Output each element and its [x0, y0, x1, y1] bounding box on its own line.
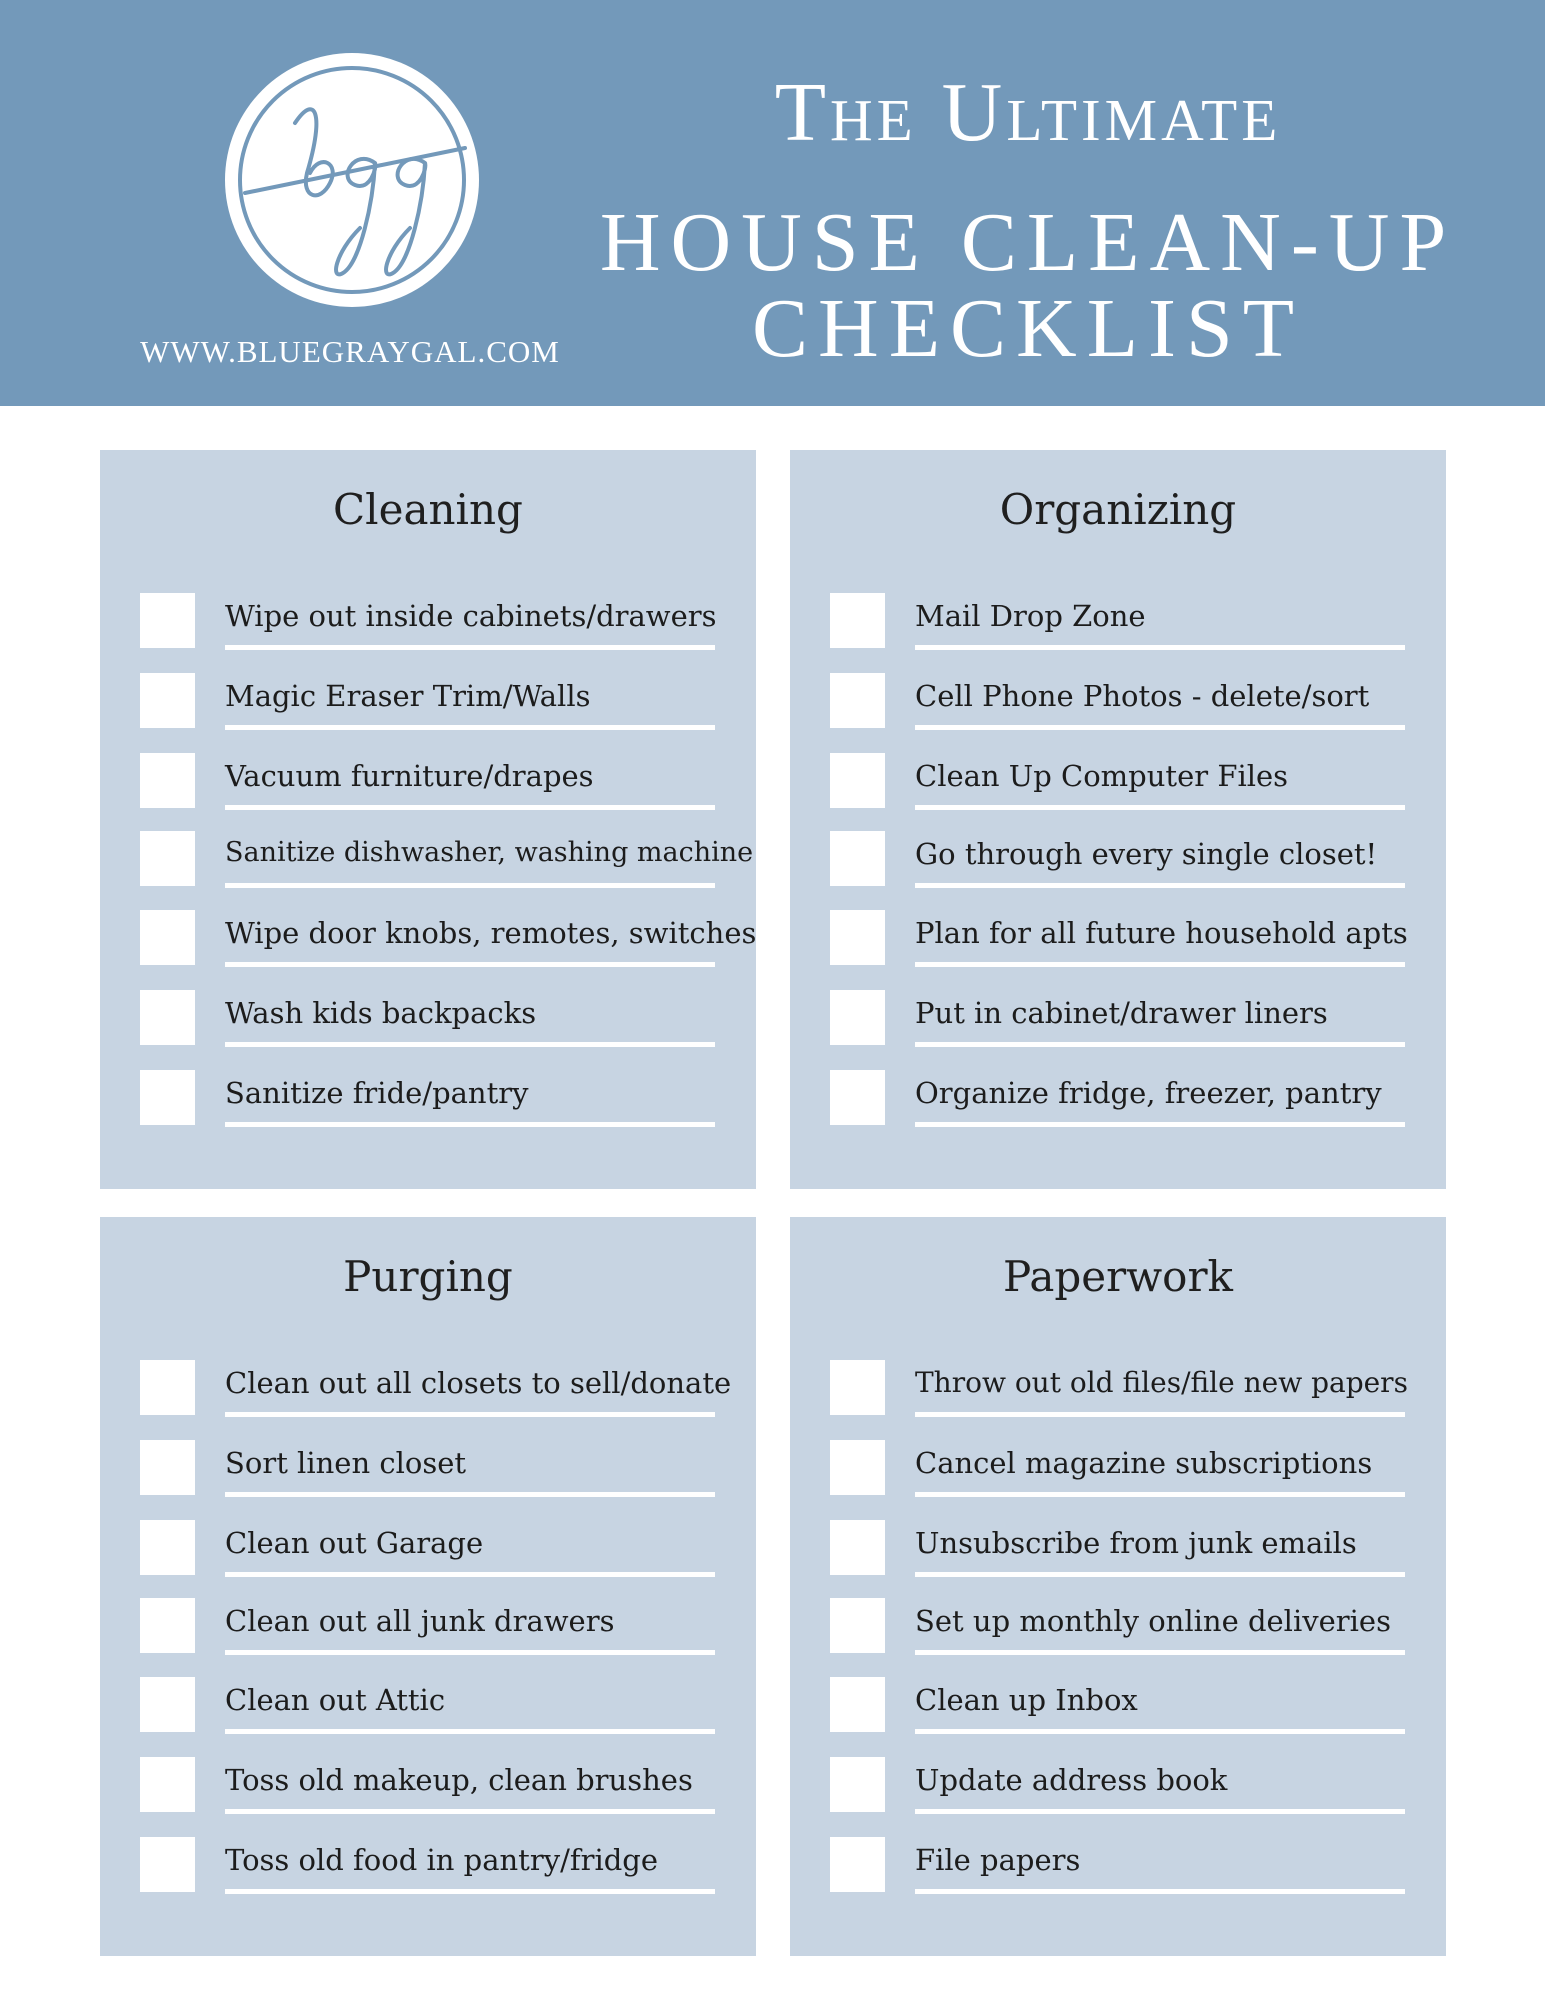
checkbox[interactable]: [830, 910, 885, 965]
checklist-item: [140, 1360, 740, 1416]
item-label: Go through every single closet!: [915, 837, 1378, 871]
item-label: Toss old food in pantry/fridge: [225, 1843, 659, 1877]
write-line: [915, 962, 1405, 967]
checkbox[interactable]: [140, 990, 195, 1045]
item-label: Organize fridge, freezer, pantry: [915, 1076, 1382, 1110]
checkbox[interactable]: [830, 1598, 885, 1653]
checkbox[interactable]: [830, 1070, 885, 1125]
section-cleaning: [100, 450, 756, 1189]
checklist-item: [140, 1757, 740, 1813]
write-line: [225, 1650, 715, 1655]
checkbox[interactable]: [830, 1360, 885, 1415]
checklist-item: [830, 1757, 1430, 1813]
checklist-item: [140, 1440, 740, 1496]
item-label: Clean out all junk drawers: [225, 1604, 615, 1638]
checkbox[interactable]: [830, 593, 885, 648]
item-label: Sort linen closet: [225, 1446, 467, 1480]
write-line: [225, 1492, 715, 1497]
checkbox[interactable]: [140, 910, 195, 965]
title-line-2: HOUSE CLEAN-UP: [599, 196, 1457, 289]
checklist-item: [140, 1520, 740, 1576]
checklist-item: [140, 1598, 740, 1654]
item-label: Cancel magazine subscriptions: [915, 1446, 1373, 1480]
write-line: [915, 1809, 1405, 1814]
write-line: [915, 1042, 1405, 1047]
write-line: [915, 1122, 1405, 1127]
item-label: Unsubscribe from junk emails: [915, 1526, 1357, 1560]
checkbox[interactable]: [830, 1677, 885, 1732]
header-banner: [0, 0, 1545, 406]
write-line: [915, 725, 1405, 730]
checklist-item: [830, 1677, 1430, 1733]
website-url: WWW.BLUEGRAYGAL.COM: [140, 334, 560, 369]
checkbox[interactable]: [140, 1440, 195, 1495]
title-line-1: The Ultimate: [774, 66, 1282, 159]
checklist-item: [830, 831, 1430, 887]
item-label: Plan for all future household apts: [915, 916, 1408, 950]
checkbox[interactable]: [140, 753, 195, 808]
section-title: Cleaning: [333, 485, 523, 534]
item-label: Set up monthly online deliveries: [915, 1604, 1391, 1638]
checklist-item: [830, 593, 1430, 649]
checkbox[interactable]: [830, 1837, 885, 1892]
checkbox[interactable]: [140, 1070, 195, 1125]
checklist-item: [830, 1440, 1430, 1496]
checklist-item: [140, 1677, 740, 1733]
checkbox[interactable]: [830, 1520, 885, 1575]
write-line: [225, 1122, 715, 1127]
item-label: Clean out Attic: [225, 1683, 446, 1717]
checkbox[interactable]: [140, 593, 195, 648]
write-line: [915, 1889, 1405, 1894]
write-line: [225, 1729, 715, 1734]
checklist-item: [140, 753, 740, 809]
checkbox[interactable]: [140, 1837, 195, 1892]
checklist-item: [140, 910, 757, 966]
checkbox[interactable]: [830, 673, 885, 728]
section-organizing: [790, 450, 1446, 1189]
checklist-item: [140, 673, 740, 729]
write-line: [915, 1492, 1405, 1497]
checklist-item: [140, 990, 740, 1046]
item-label: Sanitize fride/pantry: [225, 1076, 529, 1110]
item-label: Clean Up Computer Files: [915, 759, 1289, 793]
checkbox[interactable]: [140, 1677, 195, 1732]
bgg-logo: [225, 53, 479, 307]
checkbox[interactable]: [140, 1598, 195, 1653]
checklist-item: [830, 990, 1430, 1046]
section-paperwork: [790, 1217, 1446, 1956]
write-line: [915, 883, 1405, 888]
item-label: Mail Drop Zone: [915, 599, 1146, 633]
item-label: Clean up Inbox: [915, 1683, 1138, 1717]
write-line: [915, 1729, 1405, 1734]
checkbox[interactable]: [140, 831, 195, 886]
checklist-item: [830, 753, 1430, 809]
write-line: [225, 725, 715, 730]
item-label: Clean out Garage: [225, 1526, 484, 1560]
item-label: Toss old makeup, clean brushes: [225, 1763, 693, 1797]
item-label: Sanitize dishwasher, washing machine: [225, 837, 754, 868]
checkbox[interactable]: [140, 1757, 195, 1812]
write-line: [225, 1809, 715, 1814]
checklist-item: [830, 1520, 1430, 1576]
write-line: [225, 1042, 715, 1047]
item-label: Throw out old files/file new papers: [915, 1366, 1408, 1399]
write-line: [915, 805, 1405, 810]
write-line: [225, 1889, 715, 1894]
item-label: File papers: [915, 1843, 1081, 1877]
item-label: Wipe out inside cabinets/drawers: [225, 599, 717, 633]
checklist-item: [140, 831, 754, 887]
checklist-item: [830, 910, 1430, 966]
checklist-item: [140, 593, 740, 649]
write-line: [915, 1572, 1405, 1577]
checklist-item: [140, 1837, 740, 1893]
section-title: Organizing: [999, 485, 1237, 534]
write-line: [225, 805, 715, 810]
item-label: Put in cabinet/drawer liners: [915, 996, 1328, 1030]
write-line: [915, 1412, 1405, 1417]
checklist-item: [830, 1360, 1430, 1416]
checklist-item: [830, 1598, 1430, 1654]
checkbox[interactable]: [140, 1360, 195, 1415]
item-label: Wipe door knobs, remotes, switches: [225, 916, 757, 950]
item-label: Update address book: [915, 1763, 1228, 1797]
logo-mark-icon: [225, 53, 479, 307]
checkbox[interactable]: [830, 831, 885, 886]
checklist-item: [830, 1070, 1430, 1126]
section-title: Purging: [343, 1252, 513, 1301]
write-line: [225, 883, 715, 888]
title-line-3: CHECKLIST: [752, 282, 1304, 375]
item-label: Cell Phone Photos - delete/sort: [915, 679, 1370, 713]
checklist-item: [830, 1837, 1430, 1893]
item-label: Vacuum furniture/drapes: [225, 759, 594, 793]
checkbox[interactable]: [140, 673, 195, 728]
write-line: [225, 962, 715, 967]
checklist-item: [830, 673, 1430, 729]
section-purging: [100, 1217, 756, 1956]
checklist-item: [140, 1070, 740, 1126]
write-line: [225, 1412, 715, 1417]
checkbox[interactable]: [830, 1440, 885, 1495]
write-line: [915, 1650, 1405, 1655]
checkbox[interactable]: [830, 753, 885, 808]
item-label: Magic Eraser Trim/Walls: [225, 679, 591, 713]
write-line: [225, 645, 715, 650]
item-label: Clean out all closets to sell/donate: [225, 1366, 732, 1400]
item-label: Wash kids backpacks: [225, 996, 537, 1030]
checkbox[interactable]: [830, 1757, 885, 1812]
write-line: [915, 645, 1405, 650]
write-line: [225, 1572, 715, 1577]
checkbox[interactable]: [830, 990, 885, 1045]
checkbox[interactable]: [140, 1520, 195, 1575]
section-title: Paperwork: [1003, 1252, 1233, 1301]
